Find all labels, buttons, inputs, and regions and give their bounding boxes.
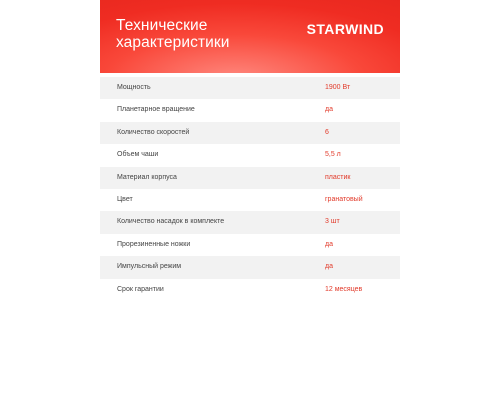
spec-row-warranty xyxy=(100,279,400,301)
spec-label: Количество насадок в комплекте xyxy=(117,218,225,226)
spec-row-pulse xyxy=(100,256,400,278)
spec-value: да xyxy=(325,240,333,248)
spec-value: да xyxy=(325,106,333,114)
spec-value: да xyxy=(325,263,333,271)
spec-row-material xyxy=(100,167,400,189)
spec-row-bowl xyxy=(100,144,400,166)
spec-card xyxy=(100,0,400,400)
spec-label: Цвет xyxy=(117,195,133,203)
spec-row-color xyxy=(100,189,400,211)
spec-value: 12 месяцев xyxy=(325,285,363,293)
spec-label: Импульсный режим xyxy=(117,263,182,271)
spec-label: Количество скоростей xyxy=(117,128,190,136)
spec-label: Прорезиненные ножки xyxy=(117,240,191,248)
spec-row-attachments xyxy=(100,211,400,233)
spec-value: 1900 Вт xyxy=(325,84,351,91)
spec-header xyxy=(100,0,400,73)
spec-row-planetary xyxy=(100,99,400,121)
brand-logo: STARWIND xyxy=(306,21,384,37)
spec-table xyxy=(100,77,400,301)
spec-label: Мощность xyxy=(117,84,151,91)
spec-value: 3 шт xyxy=(325,218,340,226)
spec-row-speeds xyxy=(100,122,400,144)
spec-value: 6 xyxy=(325,128,329,136)
spec-row-rubber-feet xyxy=(100,234,400,256)
spec-value: 5,5 л xyxy=(325,151,341,159)
spec-row-power xyxy=(100,77,400,99)
spec-label: Объем чаши xyxy=(117,151,159,159)
spec-label: Срок гарантии xyxy=(117,285,164,293)
spec-label: Материал корпуса xyxy=(117,173,177,181)
spec-value: гранатовый xyxy=(325,195,363,203)
spec-value: пластик xyxy=(325,173,351,181)
spec-title: Технические характеристики xyxy=(116,17,230,51)
spec-label: Планетарное вращение xyxy=(117,106,195,114)
